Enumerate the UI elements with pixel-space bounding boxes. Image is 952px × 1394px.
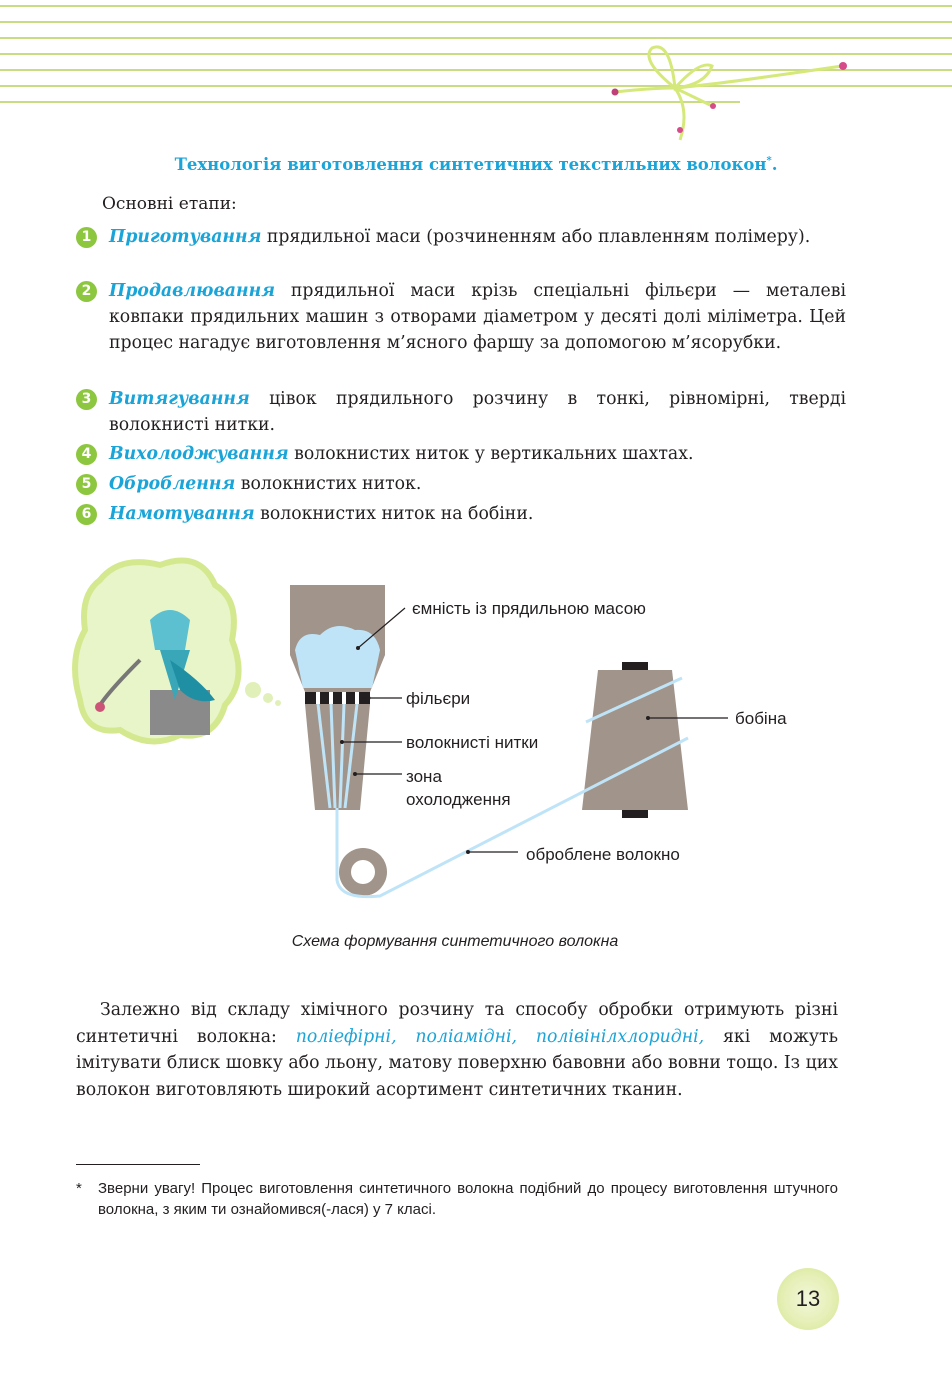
step-number-badge: 6 — [76, 504, 97, 525]
spinning-mass — [295, 626, 380, 688]
step-1: 1 Приготування прядильної маси (розчиненням або плавленням полімеру). — [76, 224, 846, 250]
fiber-formation-diagram — [0, 550, 952, 910]
fiber-types-highlight: поліефірні, поліамідні, полівінілхлоридні, — [295, 1026, 705, 1047]
step-2: 2 Продавлювання прядильної маси крізь спеціальні фільєри — металеві ковпаки прядильних машин з отворами діаметром у десяті долі міліметра. Цей процес нагадує виготовлення м’ясного фаршу за допомогою м’ясорубки. — [76, 278, 846, 356]
step-3: 3 Витягування цівок прядильного розчину в тонкі, рівномірні, тверді волокнисті нитки. — [76, 386, 846, 438]
intro-text: Основні етапи: — [102, 194, 237, 214]
step-number-badge: 2 — [76, 281, 97, 302]
figure-caption: Схема формування синтетичного волокна — [291, 933, 619, 950]
label-fibers: волокнисті нитки — [406, 733, 539, 752]
header-decoration — [0, 0, 952, 150]
step-keyword: Продавлювання — [109, 281, 275, 301]
label-cooling: охолодження — [406, 790, 511, 809]
step-keyword: Витягування — [109, 389, 250, 409]
label-bobbin: бобіна — [735, 709, 787, 728]
step-number-badge: 5 — [76, 474, 97, 495]
step-keyword: Приготування — [109, 227, 262, 247]
meat-grinder-illustration — [75, 561, 281, 742]
step-number-badge: 1 — [76, 227, 97, 248]
step-number-badge: 4 — [76, 444, 97, 465]
step-5: 5 Оброблення волокнистих ниток. — [76, 471, 846, 497]
cooling-shaft — [305, 704, 370, 810]
page-number: 13 — [777, 1268, 839, 1330]
step-4: 4 Вихолоджування волокнистих ниток у вертикальних шахтах. — [76, 441, 846, 467]
bobbin — [582, 670, 688, 810]
label-processed-fiber: оброблене волокно — [526, 845, 680, 864]
step-keyword: Вихолоджування — [109, 444, 289, 464]
step-keyword: Оброблення — [109, 474, 236, 494]
footnote: * Зверни увагу! Процес виготовлення синтетичного волокна подібний до процесу виготовлення штучного волокна, з яким ти ознайомився(-лася) у 7 класі. — [76, 1180, 838, 1218]
step-6: 6 Намотування волокнистих ниток на бобіни. — [76, 501, 846, 527]
label-container: ємність із прядильною масою — [412, 599, 646, 618]
spinnerets — [305, 692, 370, 704]
step-keyword: Намотування — [109, 504, 255, 524]
label-spinnerets: фільєри — [406, 689, 471, 708]
step-number-badge: 3 — [76, 389, 97, 410]
label-zone: зона — [406, 767, 442, 786]
body-paragraph: Залежно від складу хімічного розчину та способу обробки отримують різні синтетичні волокна: поліефірні, поліамідні, полівінілхлоридні, які можуть імітувати блиск шовку або льону, матову поверхню бавовни або вовни тощо. Із цих волокон виготовляють широкий асортимент синтетичних тканин. — [76, 1000, 838, 1100]
ribbon-bow-icon — [615, 47, 842, 140]
section-title: Технологія виготовлення синтетичних текстильних волокон*. — [174, 155, 778, 174]
footnote-divider — [76, 1164, 200, 1165]
